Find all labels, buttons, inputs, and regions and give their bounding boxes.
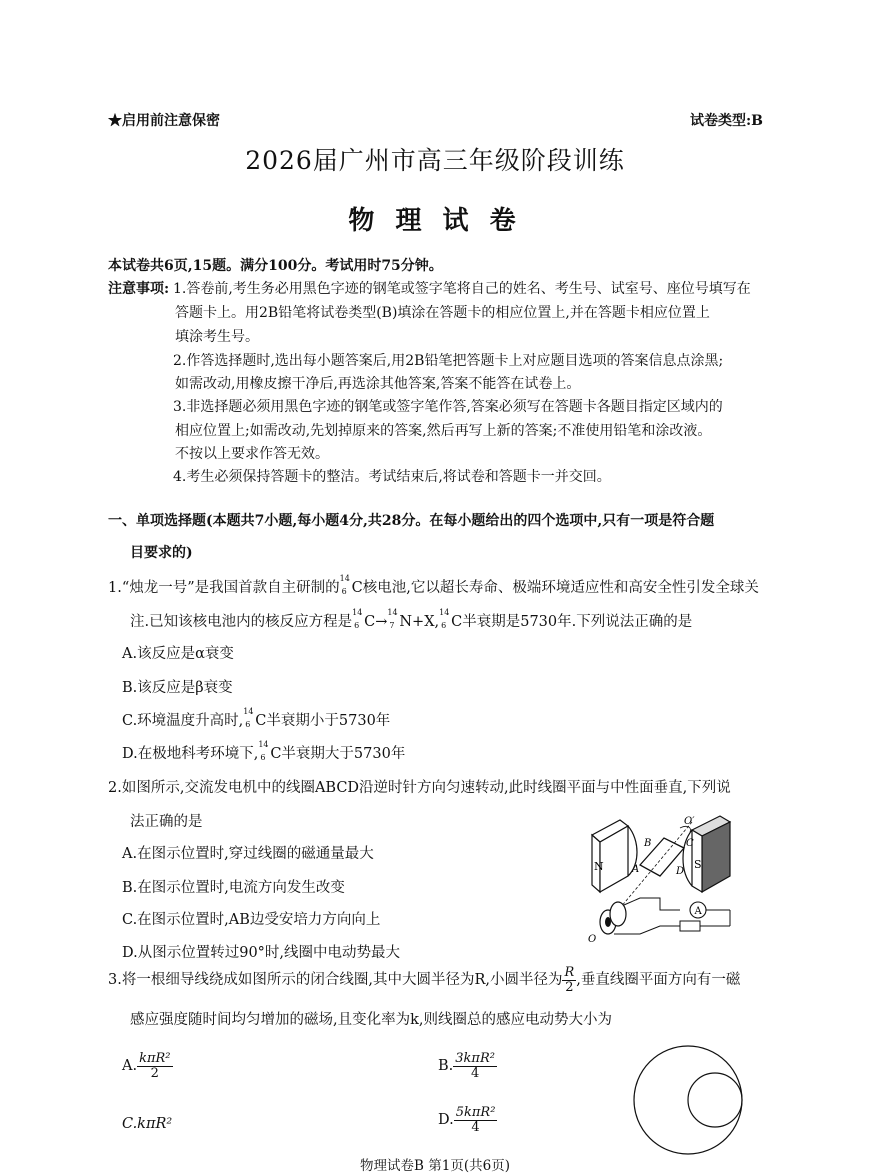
- slip-ring: [610, 902, 626, 926]
- ammeter-label: A: [694, 906, 702, 917]
- axis-top-label: O′: [684, 816, 695, 827]
- q3-option-c: C.kπR²: [122, 1116, 173, 1132]
- isotope-c14: 14 6: [352, 608, 363, 630]
- q1-option-c: C.环境温度升高时, 14 6 C半衰期小于5730年: [122, 707, 391, 729]
- coil-label-a: A: [632, 864, 640, 875]
- section-heading: 一、单项选择题(本题共7小题,每小题4分,共28分。在每小题给出的四个选项中,只有一项是符合题: [108, 513, 715, 529]
- axis-bottom-label: O: [588, 934, 597, 945]
- q2-option-c: C.在图示位置时,AB边受安培力方向向上: [122, 912, 381, 928]
- q1-text: 注.已知该核电池内的核反应方程是: [130, 614, 353, 630]
- coil-label-c: C: [686, 838, 694, 849]
- confidential-label: ★启用前注意保密: [108, 113, 220, 129]
- q2-option-b: B.在图示位置时,电流方向发生改变: [122, 880, 345, 896]
- q1-text: C半衰期是5730年.下列说法正确的是: [451, 614, 693, 630]
- notice-line: 3.非选择题必须用黑色字迹的钢笔或签字笔作答,答案必须写在答题卡各题目指定区域内的: [173, 399, 723, 415]
- question-1-stem-cont: [130, 610, 692, 631]
- q2-option-a: A.在图示位置时,穿过线圈的磁通量最大: [122, 846, 374, 862]
- notice-line: 如需改动,用橡皮擦干净后,再选涂其他答案,答案不能答在试卷上。: [175, 376, 581, 392]
- ac-generator-figure: [580, 810, 740, 950]
- notice-line: 不按以上要求作答无效。: [175, 446, 329, 462]
- isotope-c14: 14 6: [243, 707, 254, 729]
- q2-option-d: D.从图示位置转过90°时,线圈中电动势最大: [122, 945, 401, 961]
- page-footer: 物理试卷B 第1页(共6页): [360, 1158, 510, 1174]
- magnet-s-label: S: [694, 858, 702, 871]
- isotope-c14: 14 6: [258, 740, 269, 762]
- question-2-stem-cont: 法正确的是: [130, 814, 203, 830]
- isotope-c14: 14 6: [439, 608, 450, 630]
- resistor: [680, 921, 700, 931]
- q1-option-b: B.该反应是β衰变: [122, 680, 233, 696]
- q3-option-b: B. $\frac{\text{3kπR²}}{4}$: [438, 1051, 495, 1081]
- magnet-n: [592, 820, 640, 892]
- notice-line: 1.答卷前,考生务必用黑色字迹的钢笔或签字笔将自己的姓名、考生号、试室号、座位号填写在: [173, 281, 751, 297]
- question-3-stem: 3.将一根细导线绕成如图所示的闭合线圈,其中大圆半径为R,小圆半径为 $\frac{R}{2}$ ,垂直线圈平面方向有一磁: [108, 965, 741, 995]
- section-heading-cont: 目要求的): [130, 545, 193, 561]
- notice-line: 2.作答选择题时,选出每小题答案后,用2B铅笔把答题卡上对应题目选项的答案信息点涂黑;: [173, 353, 724, 369]
- q1-text: C→: [364, 614, 388, 630]
- isotope-n14: 14 7: [387, 608, 398, 630]
- paper-type-label: 试卷类型:B: [690, 113, 764, 129]
- coil-label-b: B: [644, 838, 652, 849]
- question-1-stem: [108, 576, 759, 597]
- exam-intro: 本试卷共6页,15题。满分100分。考试用时75分钟。: [108, 258, 443, 274]
- coil-circles-figure: [628, 1040, 748, 1160]
- fraction-r-over-2: $\frac{R}{2}$: [564, 965, 575, 995]
- isotope-c14: 14 6: [339, 574, 350, 596]
- q1-text: 1.“烛龙一号”是我国首款自主研制的: [108, 580, 340, 596]
- notice-line: 答题卡上。用2B铅笔将试卷类型(B)填涂在答题卡的相应位置上,并在答题卡相应位置上: [175, 305, 710, 321]
- q1-text: N+X,: [399, 614, 440, 630]
- notice-line: 填涂考生号。: [175, 329, 259, 345]
- q1-text: C核电池,它以超长寿命、极端环境适应性和高安全性引发全球关: [351, 580, 759, 596]
- small-circle: [688, 1073, 742, 1127]
- question-3-stem-cont: 感应强度随时间均匀增加的磁场,且变化率为k,则线圈总的感应电动势大小为: [130, 1012, 613, 1028]
- q3-option-d: D. $\frac{\text{5kπR²}}{4}$: [438, 1105, 496, 1135]
- subject-title: 物 理 试 卷: [348, 206, 522, 236]
- magnet-n-label: N: [594, 860, 604, 873]
- question-2-stem: 2.如图所示,交流发电机中的线圈ABCD沿逆时针方向匀速转动,此时线圈平面与中性面垂直,下列说: [108, 780, 731, 796]
- notice-line: 4.考生必须保持答题卡的整洁。考试结束后,将试卷和答题卡一并交回。: [173, 469, 611, 485]
- notice-line: 相应位置上;如需改动,先划掉原来的答案,然后再写上新的答案;不准使用铅笔和涂改液。: [175, 423, 712, 439]
- q1-option-d: D.在极地科考环境下, 14 6 C半衰期大于5730年: [122, 740, 406, 762]
- coil-label-d: D: [676, 866, 685, 877]
- notice-label: 注意事项:: [108, 281, 170, 297]
- q3-option-a: A. $\frac{\text{kπR²}}{2}$: [122, 1051, 171, 1081]
- q1-option-a: A.该反应是α衰变: [122, 646, 234, 662]
- exam-title: 2026届广州市高三年级阶段训练: [245, 146, 625, 175]
- magnet-s: [683, 816, 730, 892]
